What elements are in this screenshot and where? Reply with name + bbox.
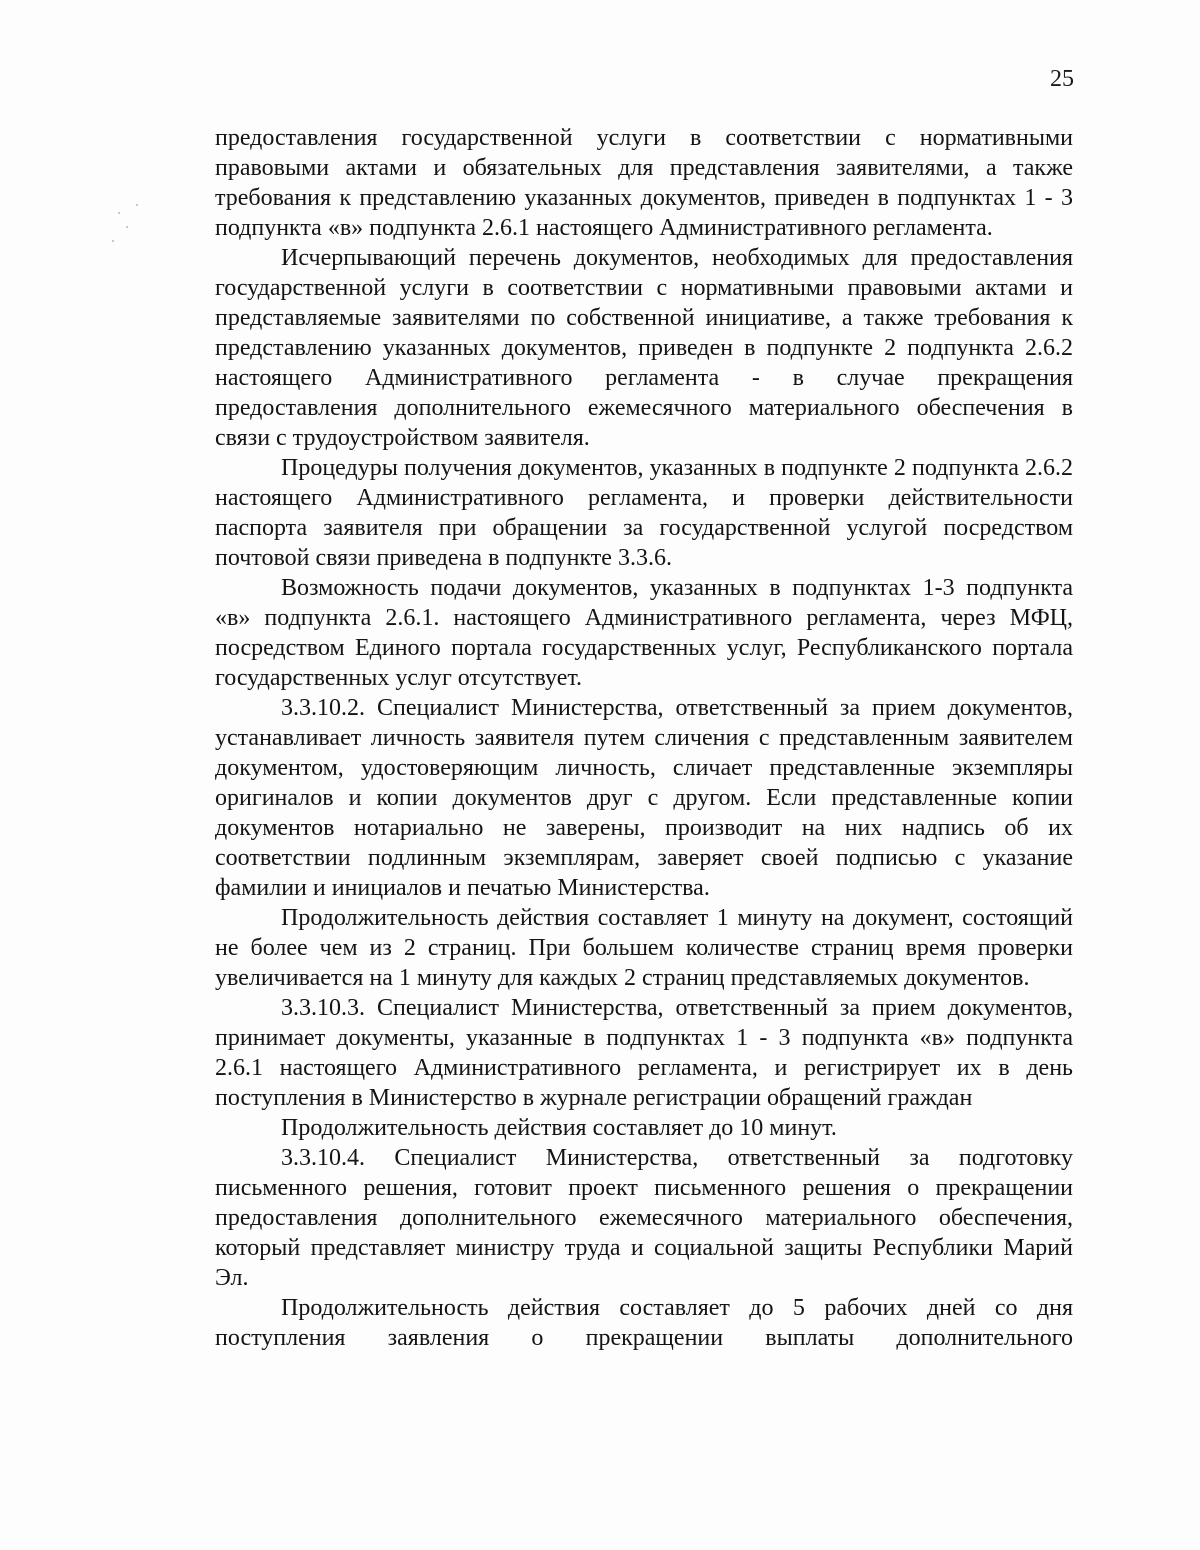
paragraph: Исчерпывающий перечень документов, необходимых для предоставления государственной услуги в соответствии с нормативными правовыми актами и представляемые заявителями по собственной инициативе, а также требования к представлению указанных документов, приведен в подпункте 2 подпункта 2.6.2 настоящего Административного регламента - в случае прекращения предоставления дополнительного ежемесячного материального обеспечения в связи с трудоустройством заявителя.	[215, 245, 1073, 451]
paragraph: Возможность подачи документов, указанных в подпунктах 1-3 подпункта «в» подпункта 2.6.1. настоящего Административного регламента, через МФЦ, посредством Единого портала государственных услуг, Республиканского портала государственных услуг отсутствует.	[215, 575, 1073, 691]
page-number: 25	[1050, 66, 1074, 92]
document-body	[215, 123, 1073, 1353]
scan-speck	[118, 212, 120, 214]
paragraph-clause-3-3-10-3: 3.3.10.3. Специалист Министерства, ответственный за прием документов, принимает документы, указанные в подпунктах 1 - 3 подпункта «в» подпункта 2.6.1 настоящего Административного регламента, и регистрирует их в день поступления в Министерство в журнале регистрации обращений граждан	[215, 995, 1073, 1111]
paragraph-clause-3-3-10-2: 3.3.10.2. Специалист Министерства, ответственный за прием документов, устанавливает личность заявителя путем сличения с представленным заявителем документом, удостоверяющим личность, сличает представленные экземпляры оригиналов и копии документов друг с другом. Если представленные копии документов нотариально не заверены, производит на них надпись об их соответствии подлинным экземплярам, заверяет своей подписью с указание фамилии и инициалов и печатью Министерства.	[215, 695, 1073, 901]
scan-speck	[136, 204, 138, 206]
paragraph: Продолжительность действия составляет до 10 минут.	[281, 1115, 837, 1141]
paragraph: Процедуры получения документов, указанных в подпункте 2 подпункта 2.6.2 настоящего Административного регламента, и проверки действительности паспорта заявителя при обращении за государственной услугой посредством почтовой связи приведена в подпункте 3.3.6.	[215, 455, 1073, 571]
scan-speck	[126, 226, 128, 228]
paragraph-continues: Продолжительность действия составляет до 5 рабочих дней со дня поступления заявления о прекращении выплаты дополнительного	[215, 1295, 1073, 1351]
paragraph-continuation: предоставления государственной услуги в соответствии с нормативными правовыми актами и обязательных для представления заявителями, а также требования к представлению указанных документов, приведен в подпунктах 1 - 3 подпункта «в» подпункта 2.6.1 настоящего Административного регламента.	[215, 125, 1073, 241]
scan-speck	[112, 240, 114, 242]
paragraph: Продолжительность действия составляет 1 минуту на документ, состоящий не более чем из 2 страниц. При большем количестве страниц время проверки увеличивается на 1 минуту для каждых 2 страниц представляемых документов.	[215, 905, 1073, 991]
paragraph-clause-3-3-10-4: 3.3.10.4. Специалист Министерства, ответственный за подготовку письменного решения, готовит проект письменного решения о прекращении предоставления дополнительного ежемесячного материального обеспечения, который представляет министру труда и социальной защиты Республики Марий Эл.	[215, 1145, 1073, 1291]
